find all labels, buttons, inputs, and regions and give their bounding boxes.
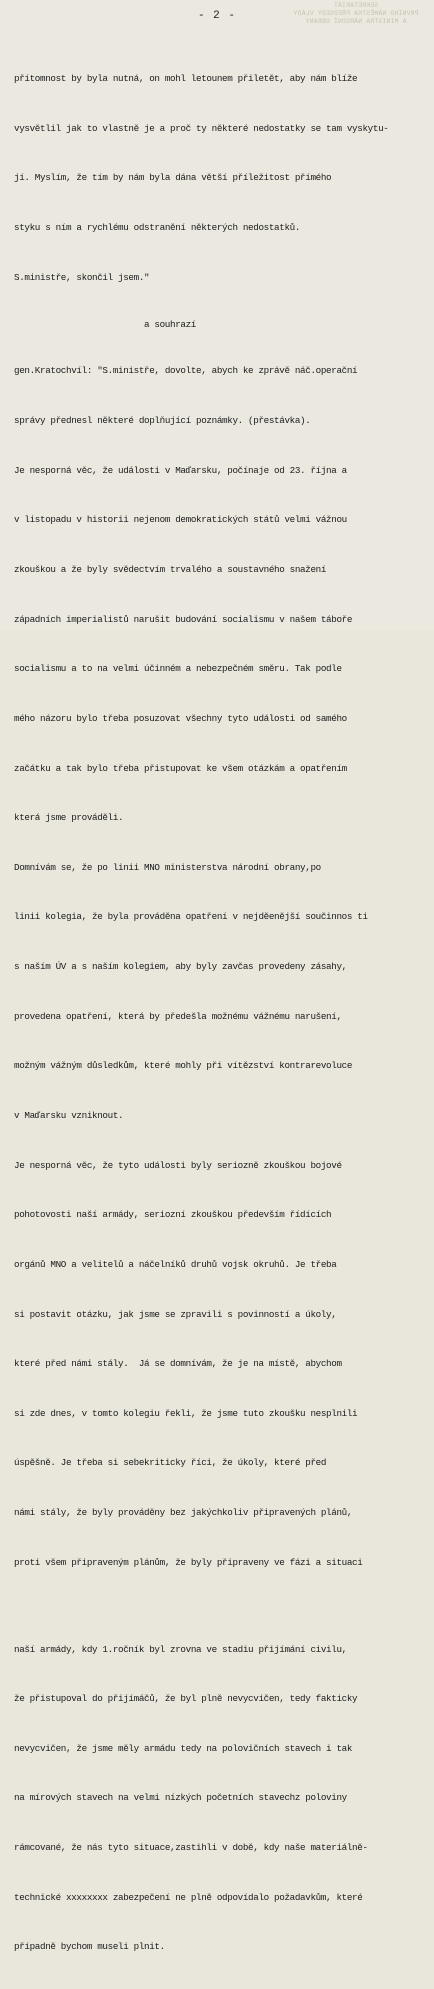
text-line: začátku a tak bylo třeba přistupovat ke všem otázkám a opatřením	[14, 762, 347, 774]
text-line: vysvětlil jak to vlastně je a proč ty některé nedostatky se tam vyskytu-	[14, 122, 389, 134]
text-line: linii kolegia, že byla prováděna opatření v nejděenější součinnos ti	[14, 911, 368, 923]
text-line: západních imperialistů narušit budování socialismu v našem táboře	[14, 613, 353, 625]
text-line: S.ministře, skončil jsem."	[14, 271, 150, 283]
text-line: která jsme prováděli.	[14, 812, 124, 824]
text-line: přítomnost by byla nutná, on mohl letounem přiletět, aby nám blíže	[14, 73, 358, 85]
text-line: na mírových stavech na velmi nízkých početních stavechz poloviny	[14, 1792, 347, 1804]
text-line: orgánů MNO a velitelů a náčelníků druhů vojsk okruhů. Je třeba	[14, 1258, 337, 1270]
text-line: pohotovosti naší armády, seriozní zkouškou především řídících	[14, 1209, 332, 1221]
text-line: správy přednesl některé doplňující poznámky. (přestávka).	[14, 415, 311, 427]
text-line: že přistupoval do přijímáčů, že byl plně nevycvičen, tedy fakticky	[14, 1693, 358, 1705]
text-line: rámcované, že nás tyto situace,zastihli v době, kdy naše materiálně-	[14, 1842, 368, 1854]
text-line: mého názoru bylo třeba posuzovat všechny tyto události od samého	[14, 712, 347, 724]
text-line: Domnívám se, že po linii MNO ministerstva národní obrany,po	[14, 861, 321, 873]
document-body	[14, 38, 424, 1989]
text-line: námi stály, že byly prováděny bez jakýchkoliv připravených plánů,	[14, 1507, 353, 1519]
text-line: provedena opatření, která by předešla možnému vážnému narušení,	[14, 1010, 342, 1022]
text-line: úspěšně. Je třeba si sebekriticky říci, že úkoly, které před	[14, 1457, 327, 1469]
text-line: socialismu a to na velmi účinném a nebezpečném směru. Tak podle	[14, 663, 342, 675]
text-line: si zde dnes, v tomto kolegiu řekli, že jsme tuto zkoušku nesplnili	[14, 1407, 358, 1419]
text-line: zkouškou a že byly svědectvím trvalého a soustavného snažení	[14, 563, 327, 575]
text-line: v Maďarsku vzniknout.	[14, 1110, 124, 1121]
page-number: - 2 -	[197, 10, 236, 22]
text-line: technické xxxxxxxx zabezpečení ne plně odpovídalo požadavkům, které	[14, 1891, 363, 1903]
text-line: Je nesporná věc, že tyto události byly seriozně zkouškou bojové	[14, 1159, 342, 1171]
bleed-line: A MINISTRA NÁRODNÍ OBRANY	[305, 18, 407, 25]
text-line: které před námi stály. Já se domnívám, že je na místě, abychom	[14, 1358, 342, 1370]
text-line: možným vážným důsledkům, které mohly při vítězství kontrarevoluce	[14, 1060, 353, 1072]
bleed-line: PRVNÍHO NÁMĚSTKA PŘEDSEDY VLÁDY	[293, 10, 419, 17]
text-line: gen.Kratochvíl: "S.ministře, dovolte, abych ke zprávě náč.operační	[14, 365, 358, 377]
text-line: jí. Myslím, že tím by nám byla dána větší příležitost přímého	[14, 172, 332, 184]
text-line: naší armády, kdy 1.ročník byl zrovna ve stadiu přijímání civilu,	[14, 1643, 347, 1655]
speaker-note: a souhrazí	[144, 319, 197, 331]
text-line: proti všem připraveným plánům, že byly připraveny ve fázi a situaci	[14, 1556, 363, 1568]
text-line: nevycvičen, že jsme měly armádu tedy na polovičních stavech i tak	[14, 1742, 353, 1754]
bleed-line: SEKRETARIÁT	[333, 2, 379, 9]
paragraph-gap	[14, 1604, 424, 1608]
text-line: si postavit otázku, jak jsme se zpravili s povinností a úkoly,	[14, 1308, 337, 1320]
text-line: v listopadu v historii nejenom demokratických států velmi vážnou	[14, 514, 347, 526]
text-line: Je nesporná věc, že události v Maďarsku, počínaje od 23. října a	[14, 464, 347, 476]
text-line: styku s ním a rychlému odstranění některých nedostatků.	[14, 222, 301, 234]
text-line: s naším ÚV a s naším kolegiem, aby byly zavčas provedeny zásahy,	[14, 961, 347, 973]
text-line: případně bychom museli plnit.	[14, 1941, 165, 1953]
